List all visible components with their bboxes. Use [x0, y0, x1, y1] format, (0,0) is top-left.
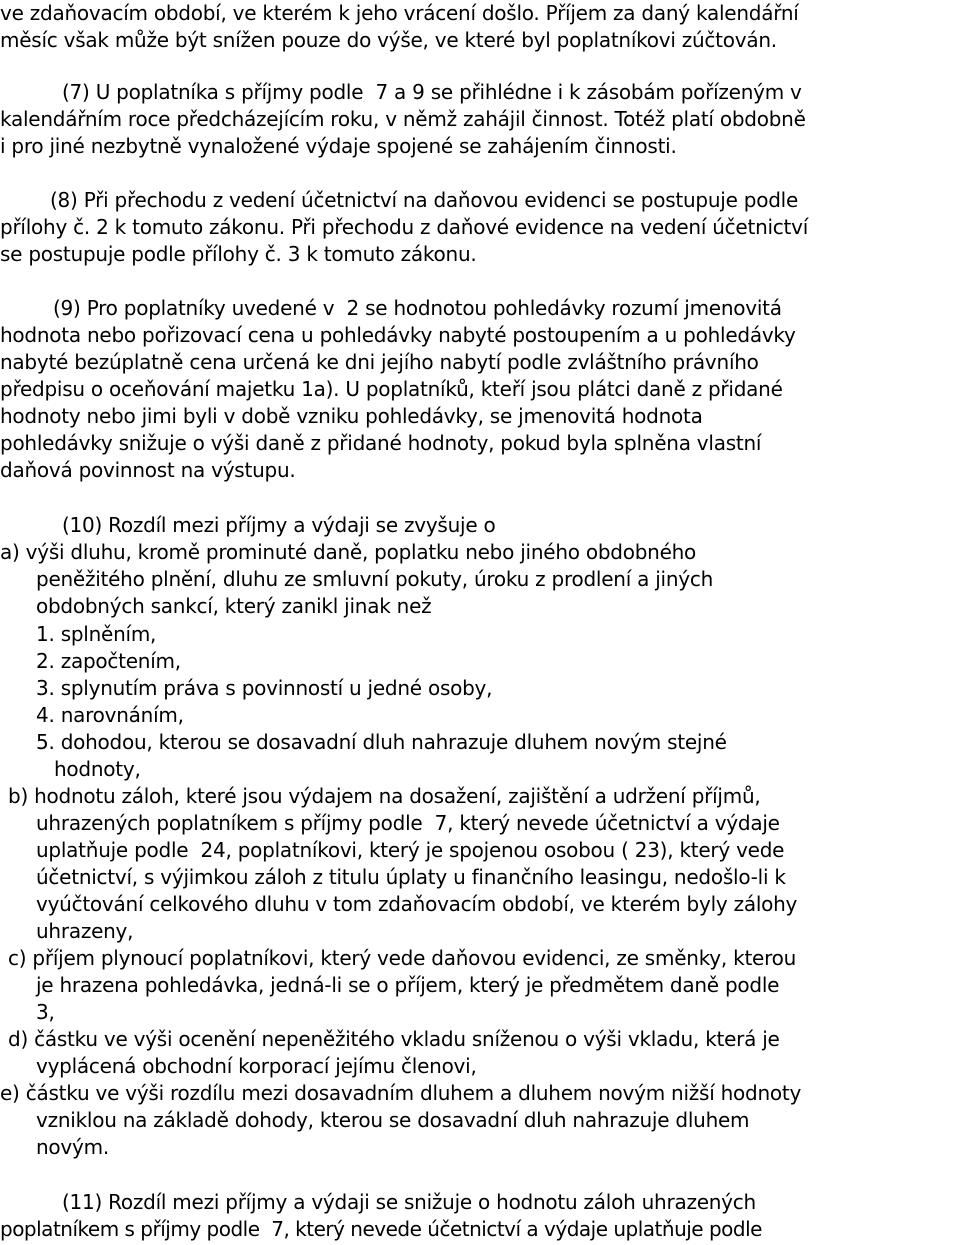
paragraph-9-line: předpisu o oceňování majetku 1a). U poplatníků, kteří jsou plátci daně z přidané	[0, 377, 783, 401]
paragraph-10-heading: (10) Rozdíl mezi příjmy a výdaji se zvyšuje o	[62, 513, 496, 537]
list-item-d-cont: vyplácená obchodní korporací jejímu členovi,	[36, 1054, 477, 1078]
paragraph-8-line: (8) Při přechodu z vedení účetnictví na daňovou evidenci se postupuje podle	[50, 188, 798, 212]
paragraph-7-line: i pro jiné nezbytně vynaložené výdaje spojené se zahájením činnosti.	[0, 134, 677, 158]
list-item-c: c) příjem plynoucí poplatníkovi, který vede daňovou evidenci, ze směnky, kterou	[8, 946, 797, 970]
list-item-d: d) částku ve výši ocenění nepeněžitého vkladu sníženou o výši vkladu, která je	[8, 1027, 780, 1051]
list-item-b-cont: uhrazených poplatníkem s příjmy podle 7, který nevede účetnictví a výdaje	[36, 811, 780, 835]
list-item-b-cont: účetnictví, s výjimkou záloh z titulu úplaty u finančního leasingu, nedošlo-li k	[36, 865, 786, 889]
list-item-e-cont: novým.	[36, 1135, 109, 1159]
paragraph-8-line: se postupuje podle přílohy č. 3 k tomuto zákonu.	[0, 242, 477, 266]
paragraph-9-line: hodnoty nebo jimi byli v době vzniku pohledávky, se jmenovitá hodnota	[0, 404, 703, 428]
list-item-b: b) hodnotu záloh, které jsou výdajem na dosažení, zajištění a udržení příjmů,	[8, 784, 761, 808]
list-item-c-cont: 3,	[36, 1000, 55, 1024]
list-item-e-cont: vzniklou na základě dohody, kterou se dosavadní dluh nahrazuje dluhem	[36, 1108, 750, 1132]
paragraph-9-line: pohledávky snižuje o výši daně z přidané hodnoty, pokud byla splněna vlastní	[0, 431, 762, 455]
paragraph-7-line: (7) U poplatníka s příjmy podle 7 a 9 se přihlédne i k zásobám pořízeným v	[62, 80, 802, 104]
list-item-a-cont: obdobných sankcí, který zanikl jinak než	[36, 594, 432, 618]
text-line: měsíc však může být snížen pouze do výše, ve které byl poplatníkovi zúčtován.	[0, 28, 777, 52]
sublist-item-2: 2. započtením,	[36, 649, 181, 673]
paragraph-7-line: kalendářním roce předcházejícím roku, v němž zahájil činnost. Totéž platí obdobně	[0, 107, 806, 131]
list-item-a-cont: peněžitého plnění, dluhu ze smluvní pokuty, úroku z prodlení a jiných	[36, 567, 714, 591]
paragraph-11-line: poplatníkem s příjmy podle 7, který nevede účetnictví a výdaje uplatňuje podle	[0, 1217, 768, 1241]
paragraph-9-line: daňová povinnost na výstupu.	[0, 458, 296, 482]
list-item-b-cont: vyúčtování celkového dluhu v tom zdaňovacím období, ve kterém byly zálohy	[36, 892, 798, 916]
paragraph-8-line: přílohy č. 2 k tomuto zákonu. Při přechodu z daňové evidence na vedení účetnictví	[0, 215, 809, 239]
paragraph-9-line: (9) Pro poplatníky uvedené v 2 se hodnotou pohledávky rozumí jmenovitá	[53, 296, 782, 320]
list-item-a: a) výši dluhu, kromě prominuté daně, poplatku nebo jiného obdobného	[0, 540, 697, 564]
list-item-e: e) částku ve výši rozdílu mezi dosavadním dluhem a dluhem novým nižší hodnoty	[0, 1081, 802, 1105]
paragraph-11-line: (11) Rozdíl mezi příjmy a výdaji se snižuje o hodnotu záloh uhrazených	[62, 1190, 756, 1214]
sublist-item-3: 3. splynutím práva s povinností u jedné osoby,	[36, 676, 493, 700]
paragraph-9-line: nabyté bezúplatně cena určená ke dni jejího nabytí podle zvláštního právního	[0, 350, 759, 374]
sublist-item-1: 1. splněním,	[36, 622, 157, 646]
sublist-item-5-cont: hodnoty,	[54, 757, 141, 781]
sublist-item-4: 4. narovnáním,	[36, 703, 184, 727]
list-item-b-cont: uhrazeny,	[36, 919, 134, 943]
paragraph-9-line: hodnota nebo pořizovací cena u pohledávky nabyté postoupením a u pohledávky	[0, 323, 796, 347]
list-item-c-cont: je hrazena pohledávka, jedná-li se o příjem, který je předmětem daně podle	[36, 973, 786, 997]
sublist-item-5: 5. dohodou, kterou se dosavadní dluh nahrazuje dluhem novým stejné	[36, 730, 727, 754]
text-line: ve zdaňovacím období, ve kterém k jeho vrácení došlo. Příjem za daný kalendářní	[0, 1, 799, 25]
list-item-b-cont: uplatňuje podle 24, poplatníkovi, který je spojenou osobou ( 23), který vede	[36, 838, 785, 862]
